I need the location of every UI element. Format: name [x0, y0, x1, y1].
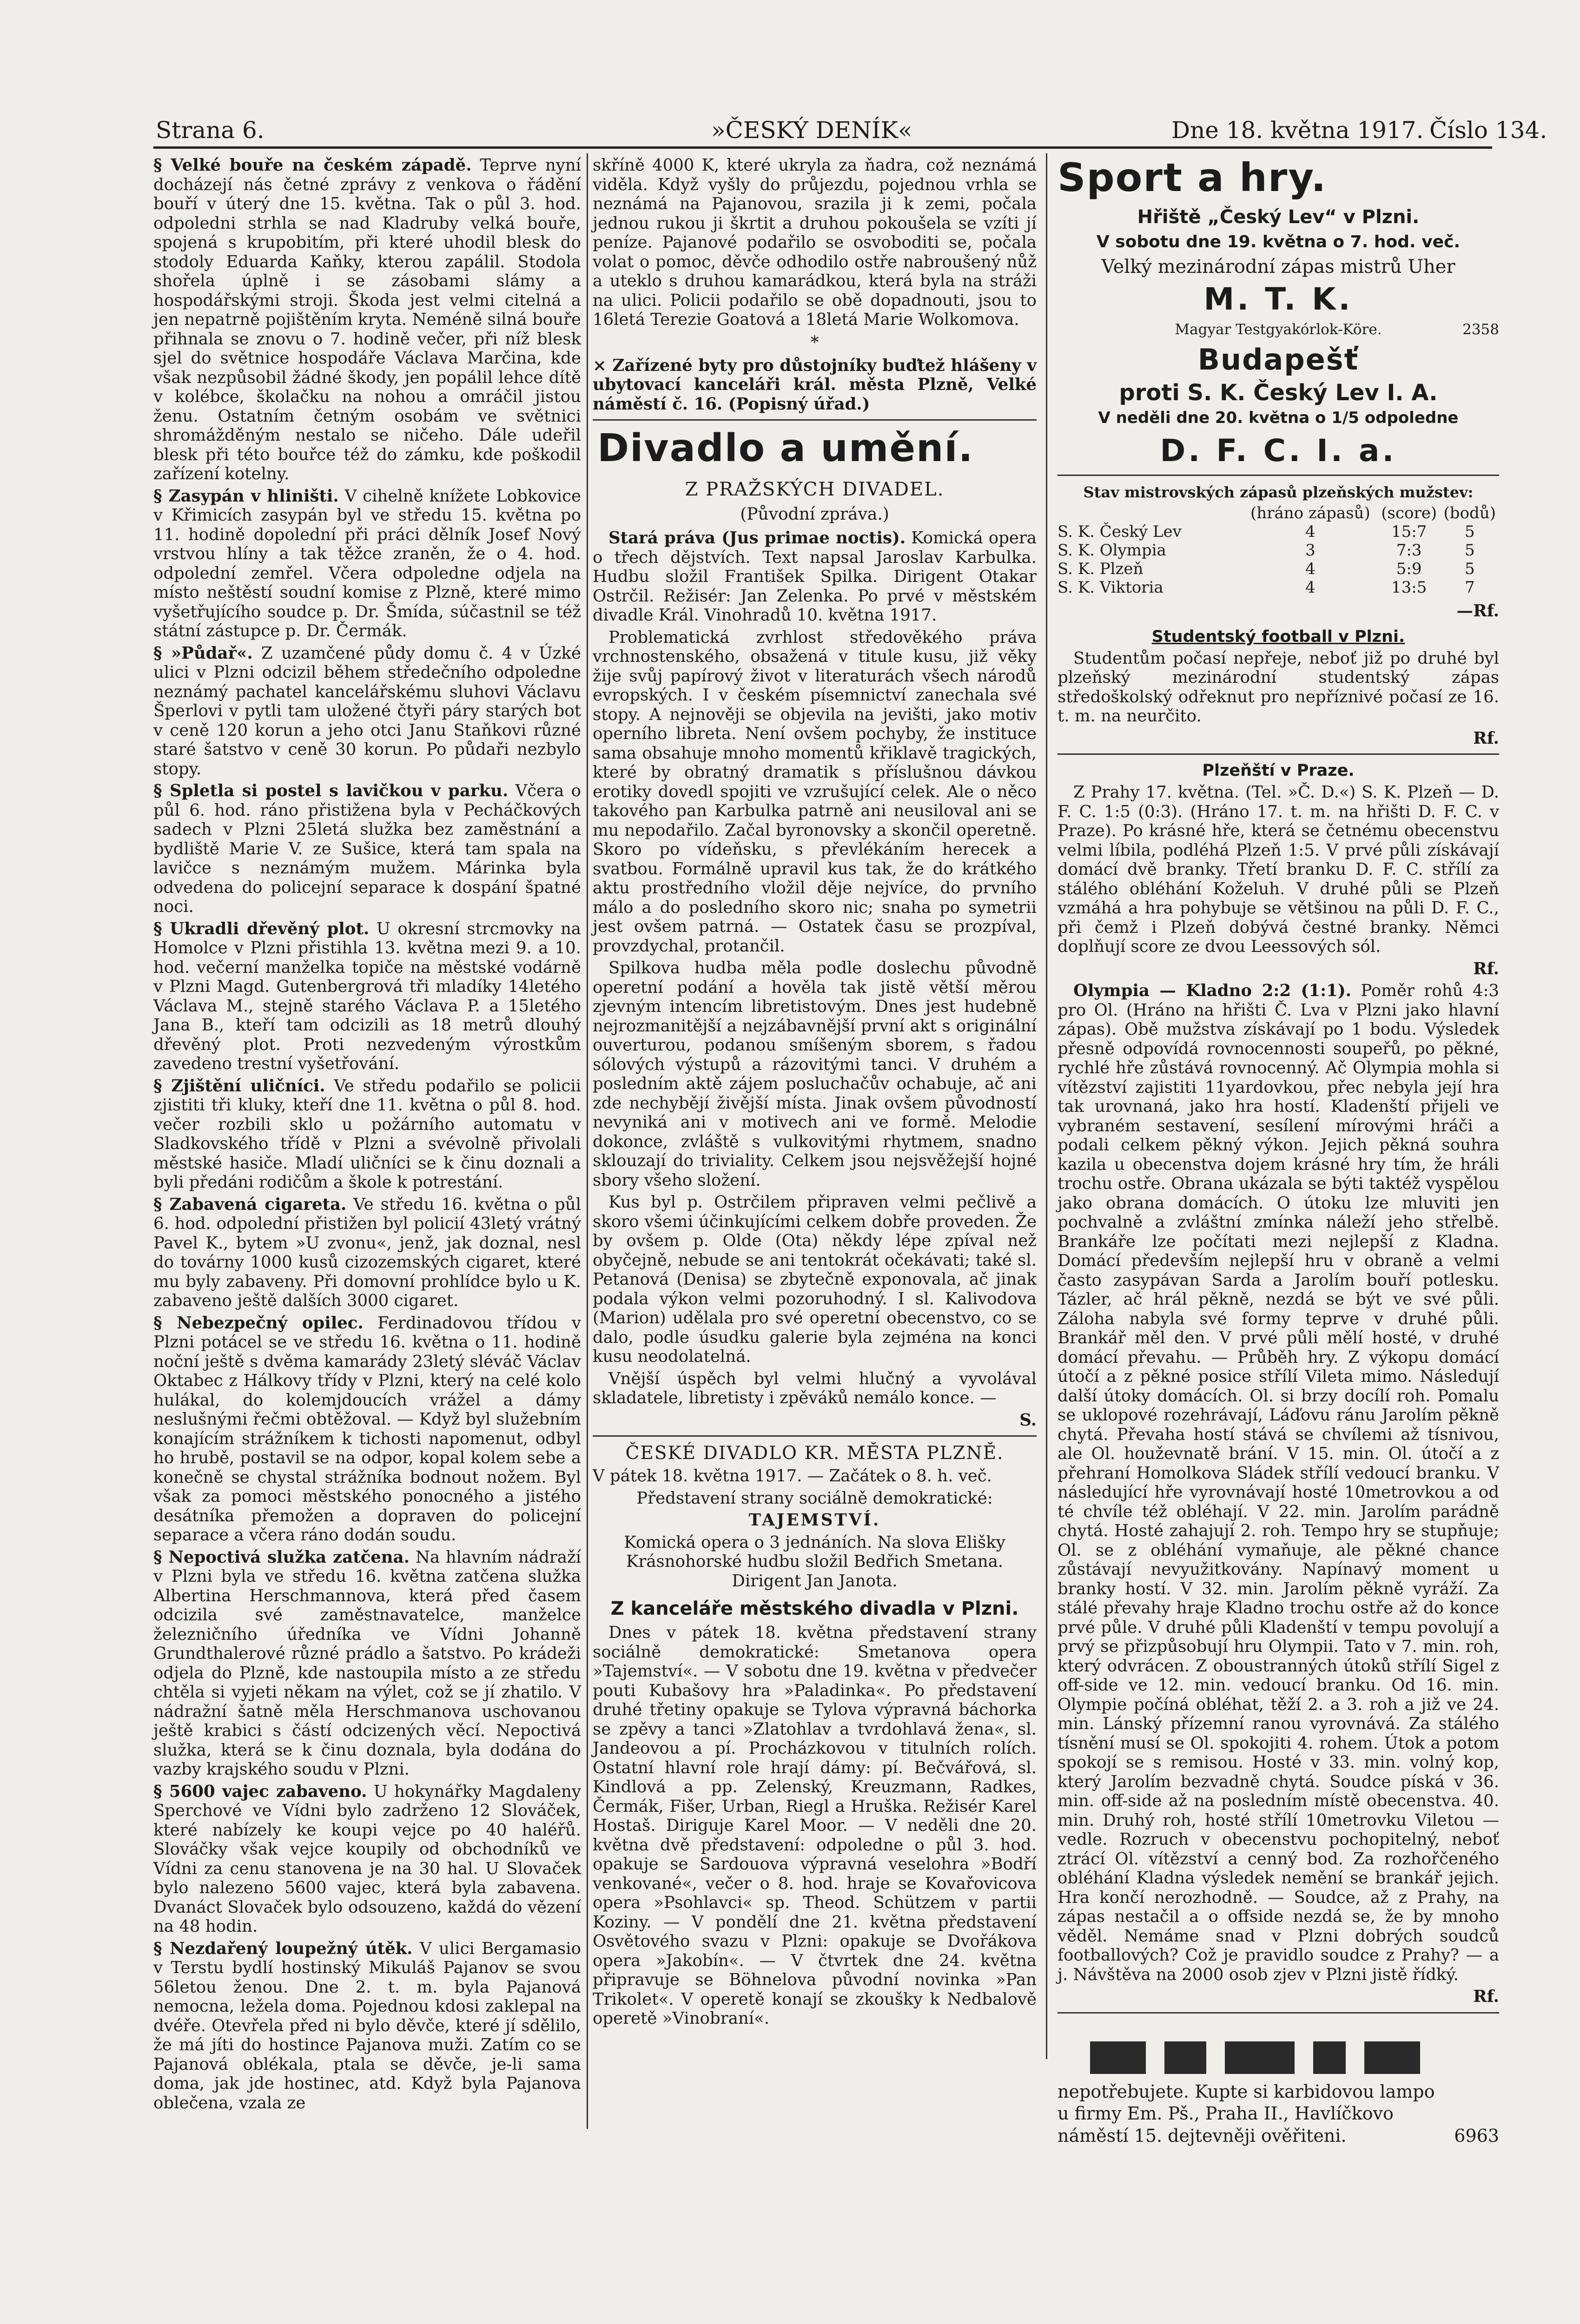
notice-apartments: ⨯ Zařízené byty pro důstojníky buďtež hlášeny v ubytovací kanceláři král. města Plzně, Velké náměstí č. 16. (Popisný úřad.): [593, 356, 1037, 414]
plzen-theatre-play: TAJEMSTVÍ.: [748, 1511, 881, 1530]
prague-theatres-heading: Z PRAŽSKÝCH DIVADEL.: [685, 479, 945, 500]
section-title-theatre: Divadlo a umění.: [597, 426, 974, 470]
article: § Nezdařený loupežný útěk. V ulici Bergamasio v Terstu bydlí hostinský Mikuláš Pajanov se svou 56letou ženou. Dne 2. t. m. byla Pajanová nemocna, ležela doma. Pojednou kdosi zaklepal na dvéře. Otevřela před ni bylo děvče, které jí sdělilo, že má jíti do hostince Pajanova muži. Zatím co se Pajanová oblékala, ptala se děvče, je-li sama doma, jak jde hostinec, atd. Když byla Pajanova oblečena, vzala ze: [153, 1939, 581, 2113]
column-rule-1: [587, 153, 588, 2129]
divider: [593, 419, 1037, 421]
article: § Zabavená cigareta. Ve středu 16. května o půl 6. hod. odpolední přistižen byl policií 43letý vrátný Pavel K., bytem »U zvonu«, jenž, jak doznal, nesl do továrny 1000 kusů cizozemských cigaret, které mu byly zabaveny. Při domovní prohlídce bylo u K. zabaveno ještě dalších 3000 cigaret.: [153, 1195, 581, 1310]
separator-star: *: [810, 333, 819, 352]
plzen-in-prague-signature: Rf.: [1473, 959, 1499, 978]
plzen-theatre-heading: ČESKÉ DIVADLO KR. MĚSTA PLZNĚ.: [625, 1443, 1004, 1464]
lamp-ad-line-3: náměstí 15. dejtevněji ověřiteni. 6963: [1058, 2125, 1499, 2146]
article: § 5600 vajec zabaveno. U hokynářky Magdaleny Sperchové ve Vídni bylo zadrženo 12 Slováček, které nabízely ke koupi vejce po 40 haléřů. Slováčky však vejce koupily od obchodníků ve Vídni za cenu stanovena je na 30 hal. U Slovaček bylo nalezeno 5600 vajec, která byla zabavena. Dvanáct Slovaček bylo odsouzeno, každá do vězení na 48 hodin.: [153, 1782, 581, 1936]
newspaper-title: »ČESKÝ DENÍK«: [711, 117, 912, 144]
divider: [1058, 475, 1499, 476]
page-number: Strana 6.: [156, 117, 264, 144]
match-ad-desc: Velký mezinárodní zápas mistrů Uher: [1101, 256, 1455, 277]
olympia-kladno-report: Olympia — Kladno 2:2 (1:1). Poměr rohů 4:3 pro Ol. (Hráno na hřišti Č. Lva v Plzni jako hlavní zápas). Obě mužstva získávají po 1 bodu. Výsledek přesně odpovídá rovnocennosti soupeřů, po pěkné, rychlé hře zůstává rovnocenný. Ač Olympia mohla si vítězství zajistiti 11yardovkou, přec nebyla její hra tak urovnaná, jako hra hostí. Kladenští přijeli ve vybraném sestavení, sesílení mírovými hráči a podali celkem pěkný výkon. Jejich pěkná souhra kazila u obecenstva dojem krásné hry tím, že hráli trochu ostře. Obrana ukázala se býti taktéž vyspělou jako obrana domácích. O útoku lze mluviti jen pochvalně a zvláštní zmínka náleží jeho střelbě. Brankáře lze počítati mezi nejlepší z Kladna. Domácí především nejlepší hru v obraně a velmi často zasypávan Sarda a Jarolím bouří potlesku. Tázler, ač hrál pěkně, nezdá se být ve své půli. Záloha nabyla své formy teprve v druhé půli. Brankář měl den. V prvé půli mělí hosté, v druhé domácí převahu. — Průběh hry. Z výkopu domácí útočí a z pěkné posice střílí Vileta mimo. Následují další útoky domácích. Ol. si brzy docílí roh. Pomalu se uklopové rozehrávají, Láďovu ránu Jarolím pěkně chytá. Převaha hostí stává se chvílemi až tísnivou, ale Ol. houževnatě brání. V 15. min. Ol. útočí a z přehraní Homolkova Sládek střílí vedoucí branku. V následující hře vyrovnávají hosté 10metrovkou a od té chvíle též obléhají. V 22. min. Jarolím parádně chytá. Hosté zahajují 2. roh. Tempo hry se stupňuje; Ol. se z obléhání vymaňuje, ale pěkné chance zůstávají nevyužitkovány. Napínavý moment u branky hostí. V 32. min. Jarolím pěkně vyráží. Za stálé převahy hraje Kladno trochu ostře až do konce prvé půle. V druhé půli Kladenští v tempu povolují a prvý se přizpůsobují hru Olympii. Tato v 7. min. roh, který odvrácen. Z oboustranných útoků střílí Sigel z off-side ve 12. min. vedoucí branku. Od 16. min. Olympie počíná obléhat, těží 2. a 3. roh a již ve 24. min. Lánský přízemní ranou vyrovnává. Za stálého tísnění musí se Ol. spokojiti 4. rohem. Útok a potom spokojí se s remisou. Hosté v 33. min. volný kop, který Jarolím bezvadně chytá. Soudce píská v 36. min. off-side až na posledním místě obecenstva. 40. min. Druhý roh, hosté střílí 10metrovku Viletou — vedle. Rozruch v obecenstvu pochopitelný, neboť ztrácí Ol. vítězství a cenný bod. Za rozhořčeného obléhání Kladna výsledek nemění se brankář jejich. Hra končí nerozhodně. — Soudce, až z Prahy, na zápas nestačil a o offside nezdá se, že by mnoho věděl. Nemáme snad v Plzni dobrých soudců footballových? Což je pravidlo soudce z Prahy? — a j. Návštěva na 2000 osob zjev v Plzni jistě řídký.: [1058, 981, 1499, 1984]
match-ad-team-full: Magyar Testgyakórlok-Köre. 2358: [1175, 321, 1499, 338]
issue-number: Číslo 134.: [1429, 117, 1547, 144]
plzen-in-prague-text: Z Prahy 17. května. (Tel. »Č. D.«) S. K. Plzeň — D. F. C. 1:5 (0:3). (Hráno 17. t. m. na hřišti D. F. C. v Praze). Po krásné hře, která se četnému obecenstvu velmi líbila, podléhá Plzeň 1:5. V prvé půli získávají domácí dvě branky. Třetí branku D. F. C. střílí za stálého obléhání Koželuh. V druhé půli se Plzeň vzmáhá a hra pohybuje se většinou na půli D. F. C., při čemž i Plzeň dobývá čestné branky. Němci doplňují score ze dvou Leessových sól.: [1058, 783, 1499, 956]
article: § Nepoctivá služka zatčena. Na hlavním nádraží v Plzni byla ve středu 16. května zatčena služka Albertina Herschmannova, která před časem odcizila své zaměstnavatelce, manželce železničního úředníka ve Vídni Johanně Grundthalerové různé prádlo a šatstvo. Po krádeži odjela do Plzně, kde nastoupila místo a ze středu chtěla si vyjeti někam na výlet, což se jí zhatilo. V nádražní šatně měla Herschmanova uschovanou ještě krabici s částí odcizených věcí. Nepoctivá služka, která se k činu doznala, byla dodána do vazby krajského soudu v Plzni.: [153, 1547, 581, 1779]
lamp-ad-logo: [1058, 2037, 1499, 2078]
review-signature: S.: [1019, 1410, 1037, 1430]
lamp-advertisement: [1058, 2037, 1499, 2146]
match-ad-venue: Hřiště „Český Lev“ v Plzni.: [1137, 206, 1420, 228]
standings-heading: Stav mistrovských zápasů plzeňských mužstev:: [1083, 483, 1474, 501]
table-header-row: (hráno zápasů) (score) (bodů): [1250, 504, 1496, 522]
student-football-text: Studentům počasí nepřeje, neboť již po druhé byl plzeňský mezinárodní studentský zápas středoškolský odřeknut pro nepříznivé počasí ze 16. t. m. na neurčito.: [1058, 648, 1499, 726]
theatre-office-heading: Z kanceláře městského divadla v Plzni.: [610, 1598, 1019, 1619]
standings-table: [1058, 504, 1499, 597]
article: § Ukradli dřevěný plot. U okresní strcmovky na Homolce v Plzni přistihla 13. května mezi 9. a 10. hod. večerní manželka topiče na městské vodárně v Plzni Magd. Gutenbergrová tři mladíky 14letého Václava M., stejně starého Václava P. a 15letého Jana B., kteří tam odcizili as 18 metrů dlouhý dřevěný plot. Proti nezvedeným výrostkům zavedeno trestní vyšetřování.: [153, 919, 581, 1073]
article-continuation: skříně 4000 K, které ukryla za ňadra, což neznámá viděla. Když vyšly do průjezdu, pojednou vrhla se neznámá na Pajanovou, srazila ji k zemi, počala jednou rukou ji škrtit a druhou pokoušela se vzíti jí peníze. Pajanové podařilo se osvoboditi se, počala volat o pomoc, děvče odhodilo ostře nabroušený nůž a uteklo s druhou kamarádkou, která byla na stráži na ulici. Policii podařilo se obě dopadnouti, jsou to 16letá Terezie Goatová a 18letá Marie Wolkomova.: [593, 156, 1037, 329]
article: § Zasypán v hliništi. V cihelně knížete Lobkovice v Křimicích zasypán byl ve středu 15. května po 11. hodině dopolední při práci dělník Josef Nový vrstvou hlíny a tak těžce zraněn, že o 4. hod. odpolední zemřel. Včera odpoledne odjela na místo neštěstí soudní komise z Plzně, které mimo vyšetřujícího soudce p. Dr. Šmída, súčastnil se též státní zástupce p. Dr. Čermák.: [153, 486, 581, 640]
match-ad-opponent: proti S. K. Český Lev I. A.: [1119, 380, 1438, 406]
plzen-theatre-info: V pátek 18. května 1917. — Začátek o 8. h. več.: [593, 1466, 992, 1486]
olympia-kladno-signature: Rf.: [1473, 1987, 1499, 2006]
article: § Velké bouře na českém západě. Teprve nyní docházejí nás četné zprávy z venkova o řádění bouří v úterý dne 15. května. Tak o půl 3. hod. odpoledni strhla se nad Kladruby velká bouře, spojená s krupobitím, při které uhodil blesk do stodoly Eduarda Kaňky, kterou zapálil. Stodola shořela úplně i se zásobami slámy a hospodářskými stroji. Škoda jest velmi citelná a jen nepatrně pojištěním kryta. Neméně silná bouře přihnala se znovu o 7. hodině večer, při níž blesk sjel do světnice hospodáře Václava Marčina, kde však nezpůsobil žádné škody, jen popálil lehce dítě v kolébce, školačku na nohou a omráčil jistou ženu. Ostatním četným osobám ve světnici shromážděným nestalo se ničeho. Dále udeřil blesk při této bouřce též do zámku, kde poškodil zařízení kotelny.: [153, 156, 581, 483]
column-rule-2: [1046, 153, 1047, 2059]
review-paragraph: Kus byl p. Ostrčilem připraven velmi pečlivě a skoro všemi účinkujícími celkem dobře proveden. Že by ovšem p. Olde (Ota) někdy lépe zpíval než obyčejně, nebude se ani tentokrát očekávati; také sl. Petanová (Denisa) se zbytečně exponovala, ač jinak podala výkon velmi pozoruhodný. I sl. Kalivodova (Marion) udělala pro své operetní obecenstvo, co se dalo, podle úsudku galerie byla zejména na konci kusu neodolatelná.: [593, 1193, 1037, 1366]
lamp-ad-logo-icon: [1090, 2037, 1462, 2078]
article: § »Půdař«. Z uzamčené půdy domu č. 4 v Úzké ulici v Plzni odcizil během středečního odpoledne neznámý pachatel kancelářskému sluhovi Václavu Šperlovi v pytli tam uložené čtyři páry starých bot v ceně 120 korun a jeho otci Janu Staňkovi různé staré šatstvo v ceně 30 korun. Po půdaři nezbylo stopy.: [153, 643, 581, 779]
article: § Nebezpečný opilec. Ferdinadovou třídou v Plzni potácel se ve středu 16. května o 11. hodině noční ještě s dvěma kamarády 23letý sléváč Václav Oktabec z Hálkovy třídy v Plzni, který na celé kolo hulákal, do kolemjdoucích vrážel a dámy neslušnými řečmi obtěžoval. — Když byl služebním konajícím strážníkem k tichosti napomenut, odbyl ho hrubě, postavil se na odpor, kopal kolem sebe a konečně se chystal strážníka bodnout nožem. Byl však za pomoci městského ponocného a jistého desátníka přemožen a dopraven do policejní separace a včera ráno dodán soudu.: [153, 1313, 581, 1545]
match-ad-date: V sobotu dne 19. května o 7. hod. več.: [1096, 232, 1461, 251]
article: § Zjištění uličníci. Ve středu podařilo se policii zjistiti tři kluky, kteří dne 11. května o půl 8. hod. večer rozbili sklo u požárního automatu v Sladkovského třídě v Plzni a svévolně přivolali městské hasiče. Mladí uličníci se k činu doznali a byli předáni rodičům a škole k potrestání.: [153, 1076, 581, 1192]
column-local-news: [153, 156, 581, 2122]
article: § Spletla si postel s lavičkou v parku. Včera o půl 6. hod. ráno přistižena byla v Pecháčkových sadech v Plzni 25letá služka bez zaměstnání a bydliště Marie V. ze Sušice, která tam spala na lavičce s neznámým mužem. Márinka byla odvedena do policejní separace k dospání špatné noci.: [153, 781, 582, 916]
column-sport: [1058, 155, 1499, 2146]
review-paragraph: Problematická zvrhlost středověkého práva vrchnostenského, obsažená v titule kusu, již věky žije svůj papírový život v literaturách všech národů evropských. I v českém písemnictví zanechala své stopy. A nejnověji se objevila na jevišti, jako motiv operního libreta. Není ovšem pochyby, že instituce sama obsahuje mnoho momentů křiklavě tragických, které by obratný dramatik s příslušnou dávkou erotiky dovedl spojiti ve vzrušující celek. Ale o něco takového pan Karbulka patrně ani neusiloval ani se mu nepodařilo. Začal byronovsky a skončil operetně. Skoro po vídeňsku, s převlékáním herecek a svatbou. Formálně upravil kus tak, že do krátkého aktu prostředního vložil děje nejvíce, do prvního málo a do posledního skoro nic; snaha po symetrii jest ovšem patrná. — Ostatek času se prozpíval, provzdychal, protančil.: [593, 627, 1037, 956]
table-row: S. K. Viktoria 4 13:5 7: [1058, 578, 1475, 597]
section-title-sport: Sport a hry.: [1058, 155, 1327, 200]
match-ad-date2: V neděli dne 20. května o 1/5 odpoledne: [1098, 409, 1459, 427]
standings-signature: —Rf.: [1456, 601, 1499, 621]
match-ad-team-mtk: M. T. K.: [1203, 281, 1353, 317]
table-row: S. K. Plzeň 4 5:9 5: [1058, 560, 1475, 578]
theatre-office-text: Dnes v pátek 18. května představení strany sociálně demokratické: Smetanova opera »Tajemství«. — V sobotu dne 19. května v předvečer pouti Kubašovy hra »Paladinka«. Po představení druhé třetiny opakuje se Tylova výpravná báchorka se zpěvy a tanci »Zlatohlav a tvrdohlavá žena«, sl. Jandeovou a pí. Procházkovou v titulních rolích. Ostatní hlavní role hrají dámy: pí. Bečvářová, sl. Kindlová a pp. Zelenský, Kreuzmann, Radkes, Čermák, Fišer, Urban, Riegl a Hruška. Režisér Karel Hostaš. Diriguje Karel Moor. — V neděli dne 20. května dvě představení: odpoledne o půl 3. hod. opakuje se Sardouova výpravná veselohra »Bodří venkované«, večer o 8. hod. hraje se Kovařovicova opera »Psohlavci« sp. Theod. Schützem v partii Koziny. — V pondělí dne 21. května představení Osvětového svazu v Plzni: opakuje se Dvořákova opera »Jakobín«. — V čtvrtek dne 24. května připravuje se Böhnelova původní novinka »Pan Trikolet«. V operetě konají se zkoušky k Nedbalově operetě »Vinobraní«.: [593, 1623, 1037, 2028]
column-theatre: [593, 156, 1037, 2192]
issue-date: Dne 18. května 1917.: [1171, 117, 1424, 144]
lamp-ad-line-1: nepotřebujete. Kupte si karbidovou lampo: [1058, 2081, 1435, 2102]
review-paragraph: Stará práva (Jus primae noctis). Komická opera o třech dějstvích. Text napsal Jaroslav Karbulka. Hudbu složil František Spilka. Dirigent Otakar Ostrčil. Režisér: Jan Zelenka. Po prvé v městském divadle Král. Vinohradů 10. května 1917.: [593, 528, 1037, 625]
student-football-signature: Rf.: [1473, 728, 1499, 748]
match-ad-city: Budapešť: [1197, 343, 1359, 376]
plzen-in-prague-heading: Plzeňští v Praze.: [1202, 761, 1355, 780]
review-paragraph: Vnější úspěch byl velmi hlučný a vyvolával skladatele, libretisty i zpěváků nemálo konce. —: [593, 1369, 1037, 1407]
plzen-theatre-desc: Komická opera o 3 jednáních. Na slova Elišky Krásnohorské hudbu složil Bedřich Smetana. Dirigent Jan Janota.: [624, 1532, 1005, 1591]
match-ad-team-dfc: D. F. C. I. a.: [1160, 433, 1397, 469]
plzen-theatre-social: Představení strany sociálně demokratické:: [636, 1488, 993, 1508]
divider: [1058, 753, 1499, 755]
table-row: S. K. Olympia 3 7:3 5: [1058, 541, 1475, 560]
lamp-ad-line-2: u firmy Em. Pš., Praha II., Havlíčkovo: [1058, 2103, 1394, 2124]
divider: [1058, 2012, 1499, 2014]
page-header: [153, 114, 1547, 149]
divider: [593, 1435, 1037, 1437]
review-paragraph: Spilkova hudba měla podle doslechu původně operetní podání a hověla tak jistě větší měrou zjevným intencím libretistovým. Dnes jest hudebně nejrozmanitější a nejzábavnější první akt s originální ouverturou, podanou smíšeným sborem, s řadou sólových výstupů a rázovitými tanci. V druhém a posledním aktě zájem posluchačův ochabuje, ač ani zde nechybějí živější místa. Jinak ovšem původností nevyniká ani v motivech ani ve formě. Melodie dokonce, zvláště s vulkovitými rhytmem, snadno sklouzají do triviality. Celkem jsou nejsvěžejší hojné sbory všeho složení.: [593, 958, 1037, 1190]
table-row: S. K. Český Lev 4 15:7 5: [1058, 522, 1475, 541]
original-report-note: (Původní zpráva.): [740, 505, 889, 524]
student-football-heading: Studentský football v Plzni.: [1151, 627, 1405, 646]
